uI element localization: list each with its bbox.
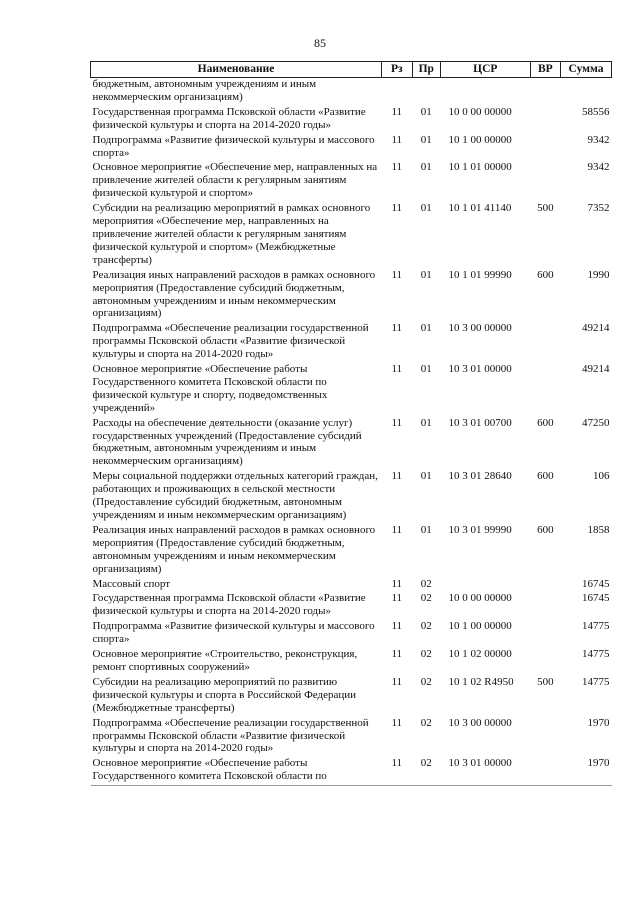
cell-csr <box>441 78 531 106</box>
cell-csr: 10 3 01 00000 <box>441 757 531 785</box>
cell-rz: 11 <box>391 105 403 118</box>
cell-name: Государственная программа Псковской области «Развитие физической культуры и спорта на 2014-2020 годы» <box>92 592 366 618</box>
cell-name: Реализация иных направлений расходов в рамках основного мероприятия (Предоставление субсидий бюджетным, автономным учреждениям и иным некоммерческим организациям) <box>92 268 376 320</box>
cell-rz: 11 <box>391 620 403 633</box>
cell-name: Подпрограмма «Развитие физической культуры и массового спорта» <box>92 620 375 646</box>
cell-csr: 10 1 01 41140 <box>448 202 512 215</box>
cell-pr: 02 <box>420 648 432 661</box>
cell-sum: 16745 <box>582 592 610 605</box>
cell-csr: 10 3 01 28640 <box>448 470 512 483</box>
cell-sum: 1970 <box>587 716 610 729</box>
cell-name: Основное мероприятие «Обеспечение мер, направленных на привлечение жителей области к регулярным занятиям физической культурой и спортом» <box>92 161 378 200</box>
cell-rz: 11 <box>391 470 403 483</box>
cell-sum: 14775 <box>582 620 610 633</box>
cell-pr: 02 <box>420 716 432 729</box>
table-row <box>91 620 612 648</box>
cell-rz: 11 <box>391 416 403 429</box>
cell-pr: 01 <box>420 523 432 536</box>
cell-sum: 1970 <box>561 757 612 785</box>
cell-vr <box>530 161 561 202</box>
cell-vr: 600 <box>537 523 554 536</box>
cell-vr <box>530 757 561 785</box>
cell-name: Реализация иных направлений расходов в рамках основного мероприятия (Предоставление субсидий бюджетным, автономным учреждениям и иным некоммерческим организациям) <box>92 523 376 575</box>
cell-sum: 49214 <box>582 322 610 335</box>
cell-pr: 02 <box>420 577 432 590</box>
header-vr: ВР <box>530 62 561 78</box>
header-csr: ЦСР <box>441 62 531 78</box>
table-row <box>91 363 612 417</box>
header-name: Наименование <box>91 62 382 78</box>
cell-sum: 9342 <box>587 161 610 174</box>
header-sum: Сумма <box>561 62 612 78</box>
table-header <box>91 62 612 78</box>
cell-pr: 01 <box>420 202 432 215</box>
cell-sum: 47250 <box>582 416 610 429</box>
table-row <box>91 417 612 471</box>
cell-pr: 01 <box>420 363 432 376</box>
cell-sum: 49214 <box>582 363 610 376</box>
cell-csr: 10 1 02 R4950 <box>448 675 514 688</box>
cell-rz: 11 <box>382 757 413 785</box>
cell-rz: 11 <box>391 268 403 281</box>
cell-vr: 600 <box>537 470 554 483</box>
table-row <box>91 78 612 106</box>
cell-rz: 11 <box>391 133 403 146</box>
cell-pr: 01 <box>420 161 432 174</box>
cell-vr <box>530 717 561 758</box>
table-row <box>91 648 612 676</box>
cell-pr: 02 <box>412 757 440 785</box>
page-number: 85 <box>314 36 326 50</box>
header-rz: Рз <box>382 62 413 78</box>
cell-name: Массовый спорт <box>92 577 171 590</box>
cell-csr: 10 3 00 00000 <box>448 716 512 729</box>
cell-rz: 11 <box>391 202 403 215</box>
cell-pr: 01 <box>420 268 432 281</box>
cell-vr: 600 <box>537 416 554 429</box>
cell-name: Расходы на обеспечение деятельности (оказание услуг) государственных учреждений (Предоставление субсидий бюджетным, автономным учреждениям и иным некоммерческим организациям) <box>92 416 362 468</box>
cell-pr: 02 <box>420 620 432 633</box>
cell-sum: 16745 <box>582 577 610 590</box>
cell-vr <box>530 106 561 134</box>
cell-csr: 10 3 01 99990 <box>448 523 512 536</box>
cell-csr: 10 1 01 99990 <box>448 268 512 281</box>
cell-csr: 10 0 00 00000 <box>448 592 512 605</box>
cell-name: Основное мероприятие «Обеспечение работы Государственного комитета Псковской области по физической культуре и спорту, подведомственных учреждений» <box>92 363 328 414</box>
table-row <box>91 322 612 363</box>
cell-rz <box>382 78 413 106</box>
table-row <box>91 676 612 717</box>
cell-name: Подпрограмма «Развитие физической культуры и массового спорта» <box>92 133 375 159</box>
cell-sum: 9342 <box>587 133 610 146</box>
table-row <box>91 161 612 202</box>
budget-table <box>90 61 612 786</box>
table-row <box>91 269 612 323</box>
cell-vr <box>530 620 561 648</box>
cell-rz: 11 <box>391 592 403 605</box>
cell-csr: 10 1 00 00000 <box>448 620 512 633</box>
cell-vr <box>530 578 561 593</box>
cell-pr: 02 <box>420 675 432 688</box>
cell-vr <box>530 322 561 363</box>
cell-sum: 7352 <box>587 202 610 215</box>
cell-csr: 10 1 02 00000 <box>448 648 512 661</box>
cell-name: Основное мероприятие «Обеспечение работы Государственного комитета Псковской области по <box>91 757 382 785</box>
cell-pr: 01 <box>420 105 432 118</box>
cell-pr: 01 <box>420 133 432 146</box>
cell-csr: 10 3 01 00700 <box>448 416 512 429</box>
table-row <box>91 757 612 785</box>
table-row <box>91 717 612 758</box>
table-row <box>91 592 612 620</box>
cell-name: Государственная программа Псковской области «Развитие физической культуры и спорта на 2014-2020 годы» <box>92 105 366 131</box>
cell-name: Подпрограмма «Обеспечение реализации государственной программы Псковской области «Развитие физической культуры и спорта на 2014-2020 годы» <box>92 322 369 361</box>
cell-rz: 11 <box>391 523 403 536</box>
table-row <box>91 524 612 578</box>
cell-csr: 10 3 01 00000 <box>448 363 512 376</box>
cell-vr: 500 <box>537 202 554 215</box>
table-row <box>91 202 612 269</box>
cell-rz: 11 <box>391 716 403 729</box>
cell-csr: 10 3 00 00000 <box>448 322 512 335</box>
cell-vr <box>530 134 561 162</box>
cell-sum <box>561 78 612 106</box>
table-row <box>91 470 612 524</box>
cell-sum: 14775 <box>582 675 610 688</box>
cell-sum: 58556 <box>582 105 610 118</box>
cell-rz: 11 <box>391 577 403 590</box>
cell-vr <box>530 648 561 676</box>
cell-rz: 11 <box>391 675 403 688</box>
cell-sum: 14775 <box>582 648 610 661</box>
cell-name: бюджетным, автономным учреждениям и иным некоммерческим организациям) <box>92 78 317 103</box>
cell-pr: 01 <box>420 322 432 335</box>
cell-pr: 01 <box>420 416 432 429</box>
cell-sum: 106 <box>593 470 610 483</box>
cell-sum: 1990 <box>587 268 610 281</box>
table-row <box>91 578 612 593</box>
cell-vr: 500 <box>537 675 554 688</box>
table-row <box>91 106 612 134</box>
header-row <box>91 62 612 78</box>
cell-name: Основное мероприятие «Строительство, реконструкция, ремонт спортивных сооружений» <box>92 648 358 673</box>
cell-name: Субсидии на реализацию мероприятий по развитию физической культуры и спорта в Российской Федерации (Межбюджетные трансферты) <box>92 675 357 714</box>
cell-pr <box>412 78 440 106</box>
cell-sum: 1858 <box>587 523 610 536</box>
cell-csr: 10 1 00 00000 <box>448 133 512 146</box>
cell-csr <box>441 578 531 593</box>
cell-vr <box>530 78 561 106</box>
cell-rz: 11 <box>391 363 403 376</box>
cell-name: Меры социальной поддержки отдельных категорий граждан, работающих и проживающих в сельской местности (Предоставление субсидий бюджетным, автономным учреждениям и иным некоммерческим организациям) <box>92 470 378 521</box>
cell-vr <box>530 592 561 620</box>
cell-pr: 02 <box>420 592 432 605</box>
cell-name: Субсидии на реализацию мероприятий в рамках основного мероприятия «Обеспечение мер, направленных на привлечение жителей области к регулярным занятиям физической культурой и спортом» (Межбюджетные трансферты) <box>92 202 371 266</box>
cell-rz: 11 <box>391 648 403 661</box>
cell-vr: 600 <box>537 268 554 281</box>
cell-pr: 01 <box>420 470 432 483</box>
cell-vr <box>530 363 561 417</box>
table-body <box>91 78 612 786</box>
header-pr: Пр <box>412 62 440 78</box>
cell-csr: 10 1 01 00000 <box>448 161 512 174</box>
table-row <box>91 134 612 162</box>
cell-csr: 10 0 00 00000 <box>448 105 512 118</box>
cell-rz: 11 <box>391 322 403 335</box>
cell-name: Подпрограмма «Обеспечение реализации государственной программы Псковской области «Развитие физической культуры и спорта на 2014-2020 годы» <box>92 716 369 755</box>
cell-rz: 11 <box>391 161 403 174</box>
